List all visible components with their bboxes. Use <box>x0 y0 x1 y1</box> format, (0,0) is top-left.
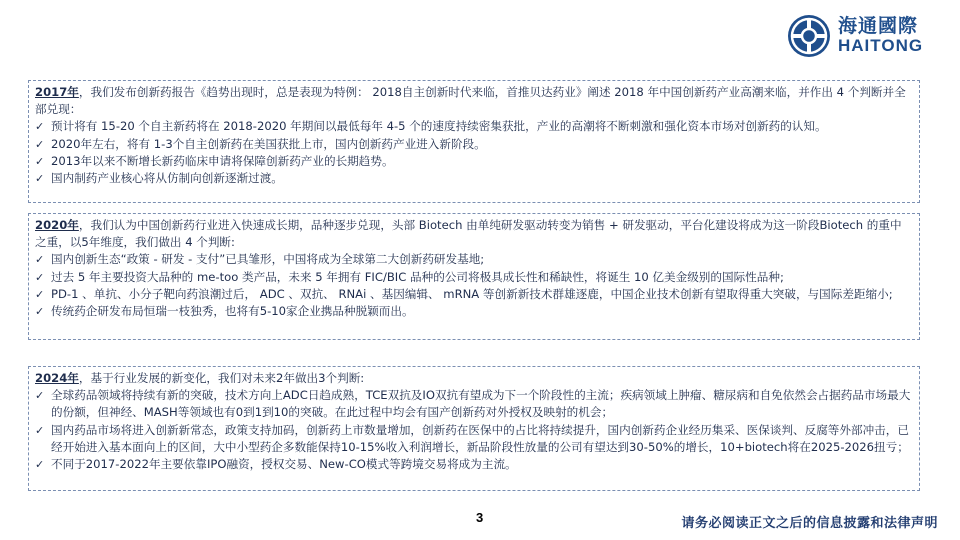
list-item <box>35 153 913 170</box>
legal-disclaimer: 请务必阅读正文之后的信息披露和法律声明 <box>681 516 938 531</box>
page-number: 3 <box>476 510 484 525</box>
section-intro-text: ，基于行业发展的新变化，我们对未来2年做出3个判断: <box>78 371 365 385</box>
list-item-text: 全球药品领域将持续有新的突破，技术方向上ADC日趋成熟，TCE双抗及IO双抗有望成为下一个阶段性的主流；疾病领域上肿瘤、糖尿病和自免依然会占据药品市场最大的份额，但神经、MASH等领域也有0到1到10的突破。在此过程中均会有国产创新药对外授权及映射的机会； <box>51 388 911 420</box>
section-2017 <box>28 80 920 203</box>
haitong-emblem-icon <box>786 13 832 59</box>
section-intro <box>35 217 913 251</box>
section-intro <box>35 84 913 118</box>
section-2024 <box>28 366 920 491</box>
section-2020 <box>28 213 920 340</box>
list-item-text: 2020年左右，将有 1-3个自主创新药在美国获批上市，国内创新药产业进入新阶段。 <box>51 136 486 151</box>
checkmark-icon: ✓ <box>35 120 45 134</box>
section-intro-text: ，我们发布创新药报告《趋势出现时，总是表现为特例： 2018自主创新时代来临，首推贝达药业》阐述 2018 年中国创新药产业高潮来临，并作出 4 个判断并全部兑现： <box>35 85 906 117</box>
list-item-text: 国内药品市场将进入创新新常态，政策支持加码，创新药上市数量增加，创新药在医保中的占比将持续提升，国内创新药企业经历集采、医保谈判、反腐等外部冲击，已经开始进入基本面向上的区间，大中小型药企多数能保持10-15%收入利润增长，新品阶段性放量的公司有望达到30-50%的增长，10+biotech将在2025-2026扭亏； <box>51 422 909 454</box>
list-item <box>35 251 913 268</box>
list-item-text: 不同于2017-2022年主要依靠IPO融资，授权交易、New-CO模式等跨境交易将成为主流。 <box>51 457 517 472</box>
list-item-text: 过去 5 年主要投资大品种的 me-too 类产品，未来 5 年拥有 FIC/BIC 品种的公司将极具成长性和稀缺性，将诞生 10 亿美金级别的国际性品种; <box>51 269 784 284</box>
list-item <box>35 422 913 456</box>
logo-wordmark <box>838 17 923 55</box>
list-item <box>35 387 913 421</box>
section-year: 2020年 <box>35 218 79 232</box>
list-item-text: PD-1 、单抗、小分子靶向药浪潮过后， ADC 、双抗、 RNAi 、基因编辑、 mRNA 等创新新技术群雄逐鹿，中国企业技术创新有望取得重大突破，与国际差距缩小; <box>51 286 893 301</box>
checkmark-icon: ✓ <box>35 137 45 151</box>
logo-en-text: HAITONG <box>838 36 924 56</box>
checkmark-icon: ✓ <box>35 172 45 186</box>
checkmark-icon: ✓ <box>35 154 45 168</box>
list-item <box>35 303 913 320</box>
list-item-text: 2013年以来不断增长新药临床申请将保障创新药产业的长期趋势。 <box>51 153 394 168</box>
list-item-text: 国内创新生态“政策 - 研发 - 支付”已具雏形，中国将成为全球第二大创新药研发基地; <box>51 252 485 267</box>
haitong-logo <box>786 10 936 62</box>
checkmark-icon: ✓ <box>35 423 45 437</box>
checkmark-icon: ✓ <box>35 253 45 267</box>
list-item <box>35 269 913 286</box>
checkmark-icon: ✓ <box>35 287 45 301</box>
checkmark-icon: ✓ <box>35 305 45 319</box>
section-intro-text: ，我们认为中国创新药行业进入快速成长期，品种逐步兑现，头部 Biotech 由单纯研发驱动转变为销售 + 研发驱动，平台化建设将成为这一阶段Biotech 的重中之重，以5年维度，我们做出 4 个判断: <box>35 218 902 250</box>
section-intro <box>35 370 913 387</box>
checkmark-icon: ✓ <box>35 458 45 472</box>
list-item <box>35 286 913 303</box>
list-item <box>35 456 913 473</box>
list-item <box>35 170 913 187</box>
list-item-text: 预计将有 15-20 个自主新药将在 2018-2020 年期间以最低每年 4-5 个的速度持续密集获批，产业的高潮将不断刺激和强化资本市场对创新药的认知。 <box>51 119 827 134</box>
checkmark-icon: ✓ <box>35 389 45 403</box>
section-year: 2024年 <box>35 371 79 385</box>
section-year: 2017年 <box>35 85 79 99</box>
list-item-text: 国内制药产业核心将从仿制向创新逐渐过渡。 <box>51 171 283 186</box>
list-item <box>35 118 913 135</box>
list-item-text: 传统药企研发布局恒瑞一枝独秀，也将有5-10家企业携品种脱颖而出。 <box>51 304 414 319</box>
checkmark-icon: ✓ <box>35 270 45 284</box>
list-item <box>35 136 913 153</box>
logo-cn-text: 海通國際 <box>838 15 919 38</box>
